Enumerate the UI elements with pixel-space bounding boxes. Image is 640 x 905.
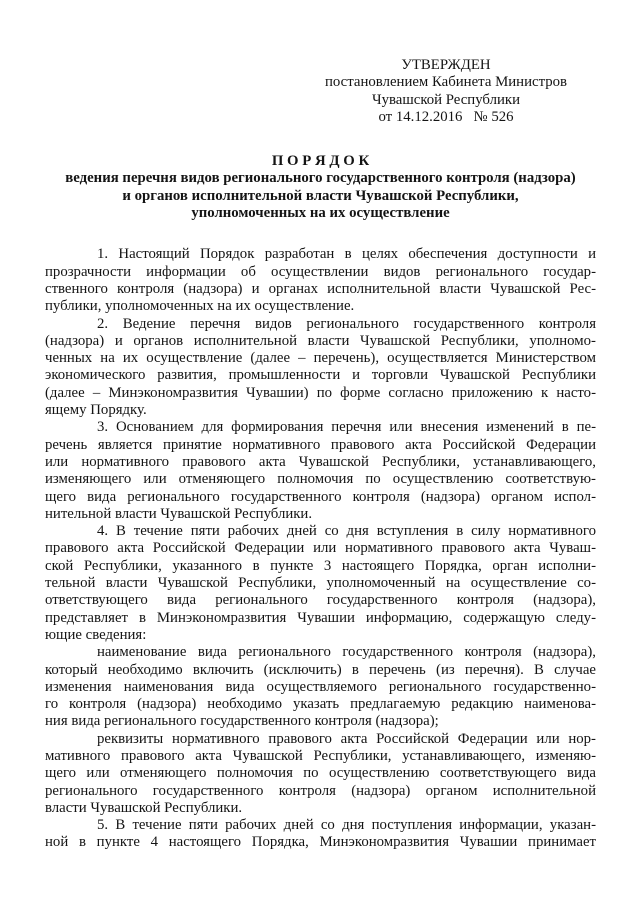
text-line: (надзора) и органов исполнительной власти Чувашской Республики, уполномо- — [45, 332, 596, 349]
text-line: го контроля (надзора) необходимо указать предлагаемую редакцию наименова- — [45, 696, 596, 713]
approval-line: постановлением Кабинета Министров — [325, 74, 567, 91]
approval-line: Чувашской Республики — [371, 91, 521, 108]
text-line: 2. Ведение перечня видов регионального государственного контроля — [97, 315, 596, 332]
paragraph — [45, 644, 596, 730]
approval-line: УТВЕРЖДЕН — [401, 57, 491, 73]
text-line: власти Чувашской Республики. — [45, 799, 243, 816]
text-line: (далее – Минэкономразвития Чувашии) по форме согласно приложению к насто- — [45, 384, 596, 401]
text-line: речень является принятие нормативного правового акта Российской Федерации — [45, 436, 596, 453]
text-line: щего или отменяющего полномочия по осуществлению соответствующего вида — [45, 765, 596, 782]
text-line: ния вида регионального государственного контроля (надзора); — [45, 713, 439, 730]
text-line: регионального государственного контроля (надзора) органом исполнительной — [45, 782, 596, 799]
text-line: 5. В течение пяти рабочих дней со дня поступления информации, указан- — [97, 817, 596, 834]
text-line: изменяющего или отменяющего полномочия по осуществлению соответствую- — [45, 471, 596, 488]
text-line: ной в пункте 4 настоящего Порядка, Минэкономразвития Чувашии принимает — [45, 834, 596, 851]
text-line: прозрачности информации об осуществлении видов регионального государ- — [45, 263, 596, 280]
approval-block — [300, 57, 592, 126]
text-line: ющие сведения: — [45, 626, 147, 643]
text-line: ченных на их осуществление (далее – перечень), осуществляется Министерством — [45, 350, 596, 367]
text-line: 3. Основанием для формирования перечня или внесения изменений в пе- — [97, 419, 596, 436]
title-line: ведения перечня видов регионального государственного контроля (надзора) — [65, 170, 576, 187]
text-line: или нормативного правового акта Чувашской Республики, устанавливающего, — [45, 453, 596, 470]
text-line: мативного правового акта Чувашской Республики, устанавливающего, изменяю- — [45, 747, 596, 764]
paragraph — [45, 523, 596, 644]
text-line: представляет в Минэкономразвития Чувашии информацию, содержащую следу- — [45, 609, 596, 626]
text-line: ской Республики, указанного в пункте 3 настоящего Порядка, орган исполни- — [45, 557, 596, 574]
title-line: уполномоченных на их осуществление — [191, 205, 450, 222]
text-line: ящему Порядку. — [45, 402, 147, 419]
text-line: 1. Настоящий Порядок разработан в целях обеспечения доступности и — [97, 246, 596, 263]
text-line: ственного контроля (надзора) и органах исполнительной власти Чувашской Рес- — [45, 280, 596, 297]
text-line: тельной власти Чувашской Республики, уполномоченный на осуществление со- — [45, 575, 596, 592]
document-title — [45, 153, 596, 222]
paragraph — [45, 246, 596, 315]
text-line: наименование вида регионального государственного контроля (надзора), — [97, 644, 596, 661]
text-line: который необходимо включить (исключить) в перечень (из перечня). В случае — [45, 661, 596, 678]
text-line: экономического развития, промышленности и торговли Чувашской Республики — [45, 367, 596, 384]
text-line: публики, уполномоченных на их осуществление. — [45, 298, 355, 315]
paragraph — [45, 316, 596, 420]
text-line: нительной власти Чувашской Республики. — [45, 505, 313, 522]
text-line: изменения наименования вида осуществляемого регионального государственно- — [45, 678, 596, 695]
document-body — [45, 246, 596, 851]
text-line: 4. В течение пяти рабочих дней со дня вступления в силу нормативного — [97, 523, 596, 540]
paragraph — [45, 419, 596, 523]
paragraph — [45, 731, 596, 817]
text-line: правового акта Российской Федерации или нормативного правового акта Чуваш- — [45, 540, 596, 557]
paragraph — [45, 817, 596, 852]
title-word: П О Р Я Д О К — [271, 153, 370, 170]
text-line: ответствующего вида регионального государственного контроля (надзора), — [45, 592, 596, 609]
title-line: и органов исполнительной власти Чувашской Республики, — [122, 187, 519, 204]
text-line: щего вида регионального государственного контроля (надзора) органом испол- — [45, 488, 596, 505]
approval-date-line: от 14.12.2016 № 526 — [378, 108, 514, 125]
text-line: реквизиты нормативного правового акта Российской Федерации или нор- — [97, 730, 596, 747]
